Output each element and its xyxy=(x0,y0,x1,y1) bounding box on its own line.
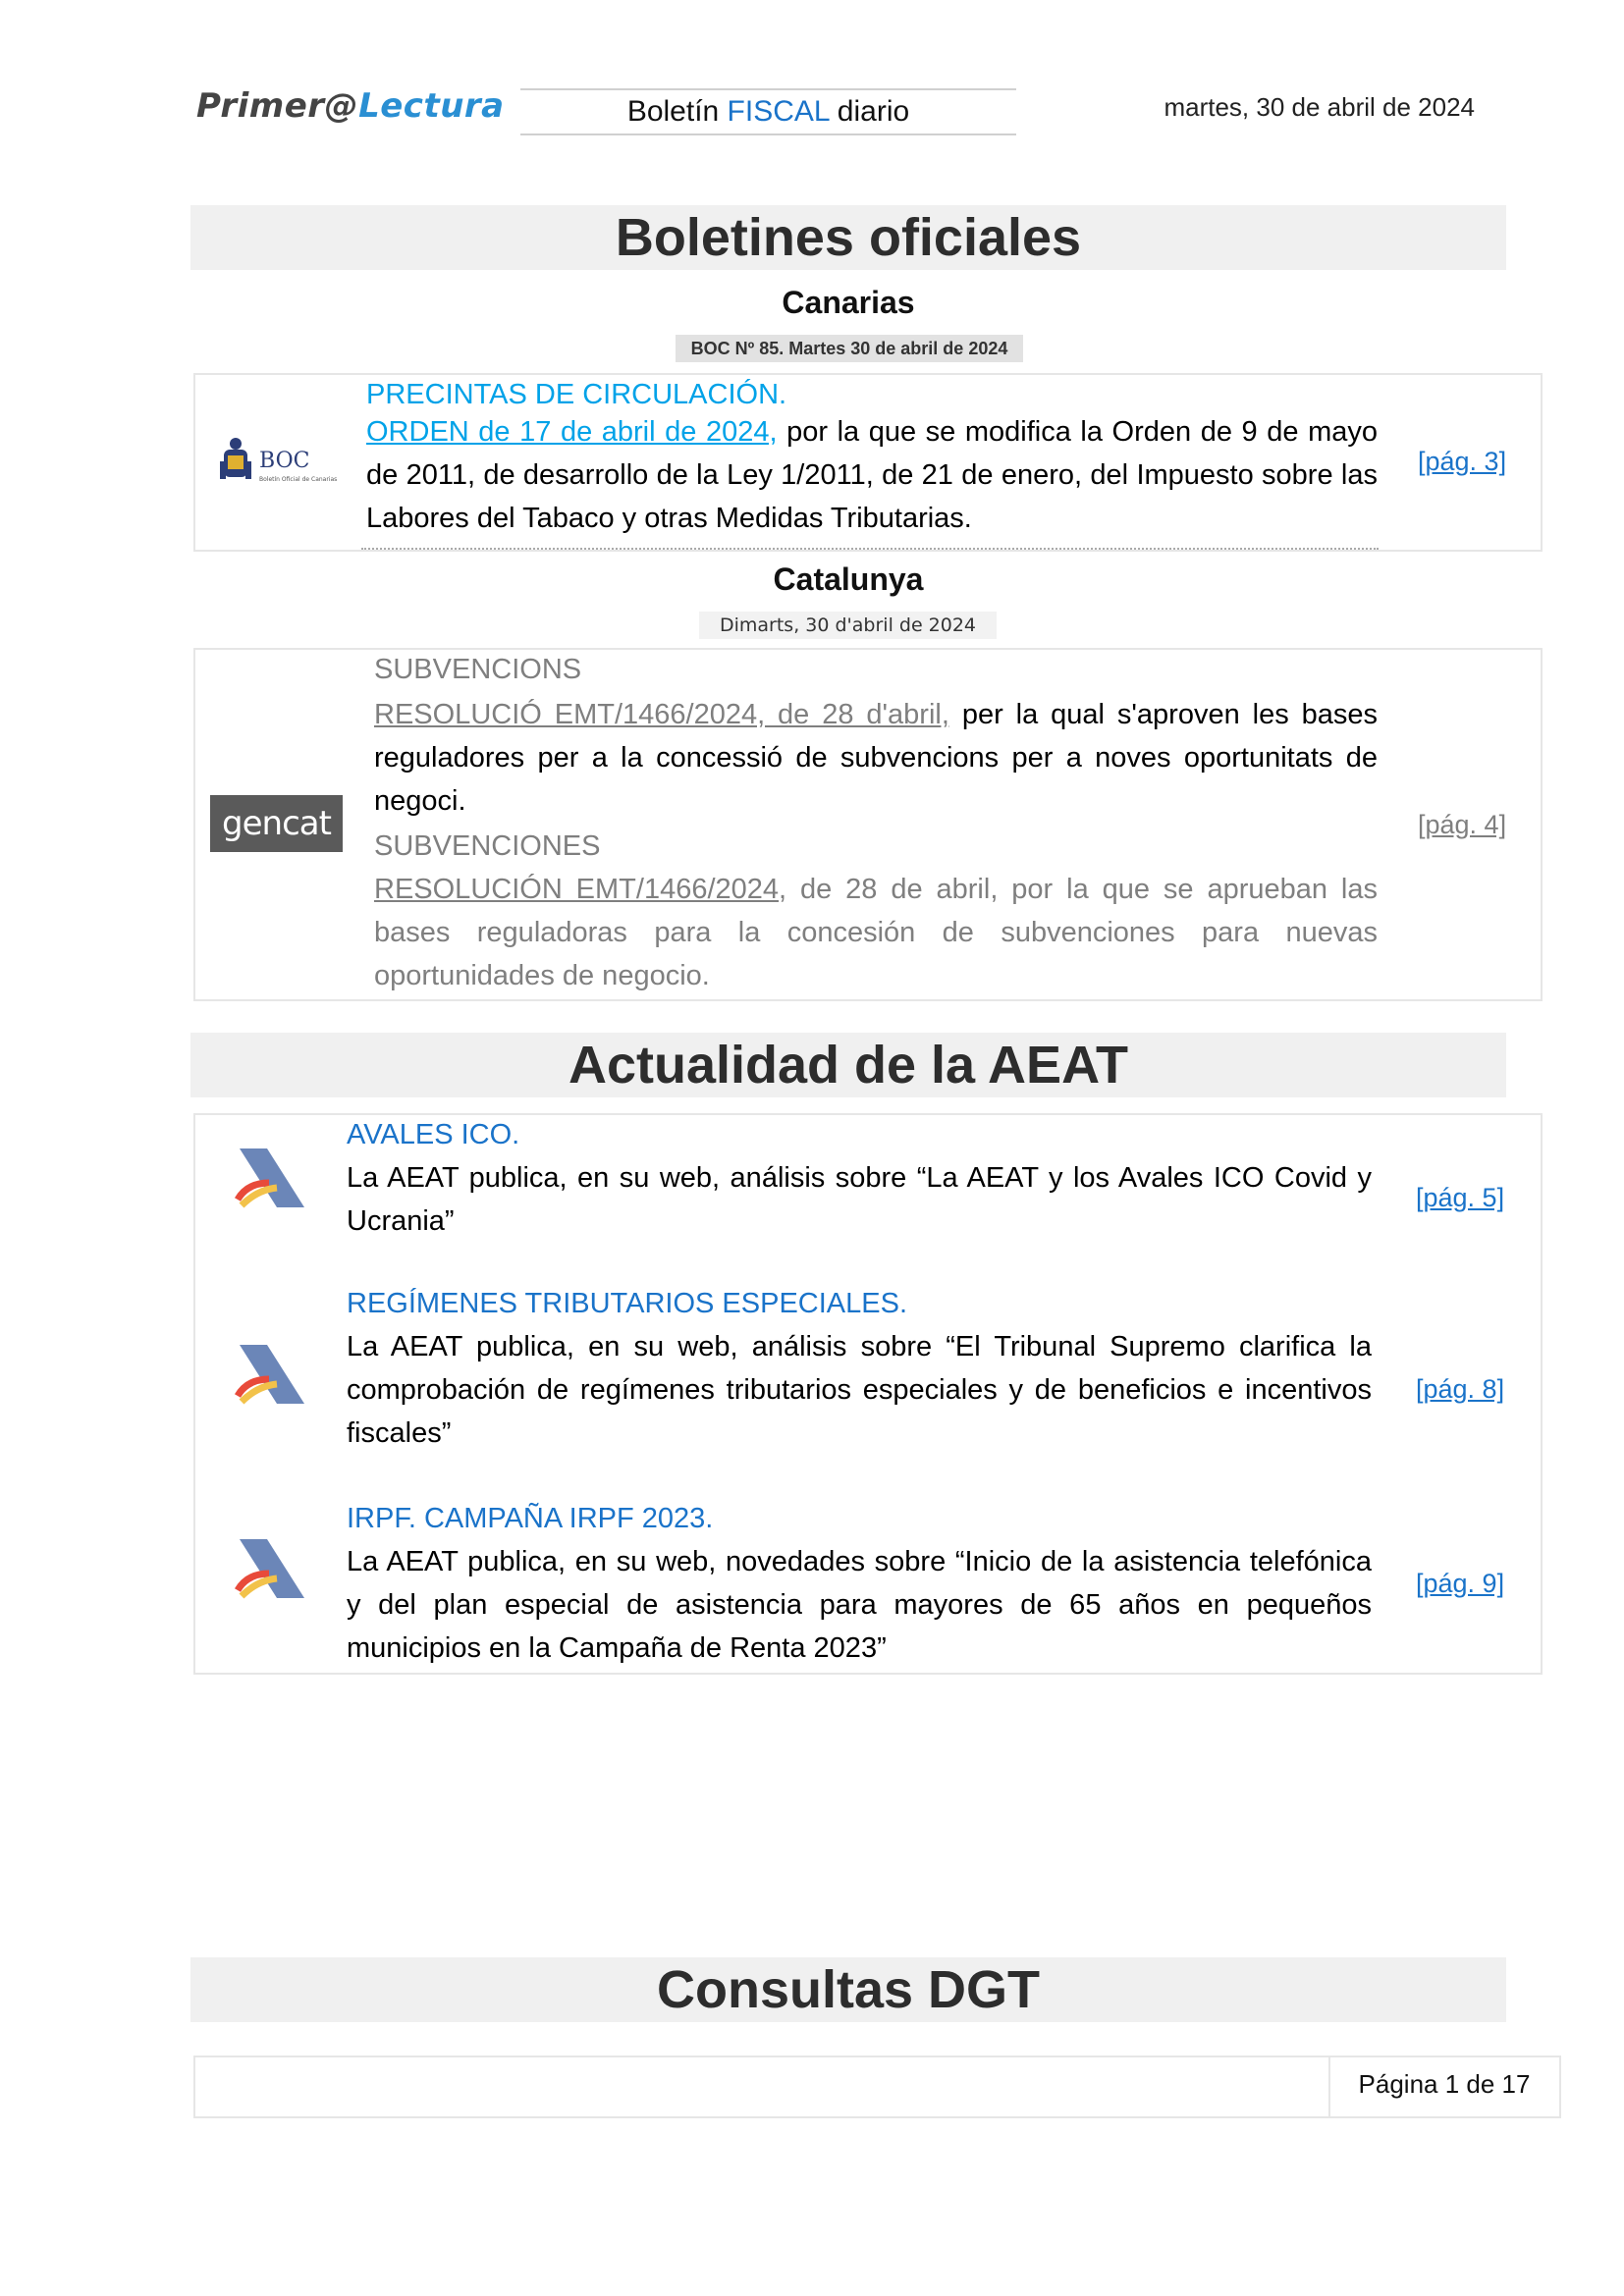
canarias-order-link[interactable]: ORDEN de 17 de abril de 2024, xyxy=(366,416,778,448)
aeat-item-page-link[interactable]: [pág. 5] xyxy=(1416,1183,1505,1212)
catalunya-resolucio-link[interactable]: RESOLUCIÓ EMT/1466/2024, de 28 d'abril, xyxy=(374,699,949,730)
aeat-item-body: La AEAT publica, en su web, análisis sobre “El Tribunal Supremo clarifica la comprobación de regímenes tributarios especiales y de beneficios e incentivos fiscales” xyxy=(347,1331,1372,1449)
catalunya-body-es: , de 28 de abril, por la que se aprueban las bases reguladoras para la concesión de subvenciones para nuevas oportunidades de negocio. xyxy=(374,874,1378,991)
aeat-item-title: IRPF. CAMPAÑA IRPF 2023. xyxy=(347,1503,714,1534)
aeat-logo-icon xyxy=(218,1129,316,1227)
aeat-logo-icon xyxy=(218,1325,316,1423)
section-title-dgt: Consultas DGT xyxy=(190,1957,1506,2022)
canarias-body-text: por la que se modifica la Orden de 9 de mayo de 2011, de desarrollo de la Ley 1/2011, de 21 de enero, del Impuesto sobre las Labores del Tabaco y otras Medidas Tributarias. xyxy=(366,416,1378,534)
canarias-description xyxy=(366,410,1378,540)
svg-text:Boletín Oficial de Canarias: Boletín Oficial de Canarias xyxy=(259,476,338,483)
region-title-canarias: Canarias xyxy=(782,285,915,320)
aeat-item-page-link[interactable]: [pág. 9] xyxy=(1416,1569,1505,1598)
bulletin-title-pre: Boletín xyxy=(626,95,728,128)
footer-divider xyxy=(1328,2056,1330,2118)
catalunya-description-ca xyxy=(374,693,1378,823)
canarias-dotted-divider xyxy=(361,548,1379,550)
aeat-item-title: REGÍMENES TRIBUTARIOS ESPECIALES. xyxy=(347,1288,908,1319)
page-number: Página 1 de 17 xyxy=(1358,2069,1531,2099)
aeat-logo-icon xyxy=(218,1520,316,1618)
bulletin-title xyxy=(520,88,1016,135)
aeat-item-body: La AEAT publica, en su web, novedades sobre “Inicio de la asistencia telefónica y del plan especial de asistencia para mayores de 65 años en pequeños municipios en la Campaña de Renta 2023” xyxy=(347,1546,1372,1664)
section-title-boletines: Boletines oficiales xyxy=(190,205,1506,270)
catalunya-page-link[interactable]: [pág. 4] xyxy=(1418,810,1507,839)
brand-logo xyxy=(196,86,505,126)
catalunya-resolucion-link[interactable]: RESOLUCIÓN EMT/1466/2024 xyxy=(374,874,780,905)
header-date: martes, 30 de abril de 2024 xyxy=(1164,92,1475,122)
catalunya-description-es xyxy=(374,868,1378,997)
boc-logo-icon xyxy=(218,432,338,491)
aeat-item-body: La AEAT publica, en su web, análisis sobre “La AEAT y los Avales ICO Covid y Ucrania” xyxy=(347,1162,1372,1237)
canarias-page-link[interactable]: [pág. 3] xyxy=(1418,447,1507,476)
gencat-logo-icon: gencat xyxy=(210,795,343,852)
region-title-catalunya: Catalunya xyxy=(773,561,924,597)
logo-part-2: Lectura xyxy=(358,86,505,126)
section-title-aeat: Actualidad de la AEAT xyxy=(190,1033,1506,1097)
svg-text:BOC: BOC xyxy=(259,449,310,473)
catalunya-category-es: SUBVENCIONES xyxy=(374,830,601,862)
catalunya-category-ca: SUBVENCIONS xyxy=(374,654,582,685)
aeat-item-title: AVALES ICO. xyxy=(347,1119,520,1150)
dogc-issue-pill: Dimarts, 30 d'abril de 2024 xyxy=(699,612,997,639)
aeat-item-page-link[interactable]: [pág. 8] xyxy=(1416,1374,1505,1404)
boc-issue-pill: BOC Nº 85. Martes 30 de abril de 2024 xyxy=(676,335,1023,362)
catalunya-body-ca: per la qual s'aproven les bases reguladores per a la concessió de subvencions per a noves oportunitats de negoci. xyxy=(374,699,1378,817)
bulletin-title-post: diario xyxy=(829,95,910,128)
canarias-category: PRECINTAS DE CIRCULACIÓN. xyxy=(366,379,787,410)
logo-part-1: Primer@ xyxy=(196,86,359,126)
bulletin-title-highlight: FISCAL xyxy=(727,95,830,128)
